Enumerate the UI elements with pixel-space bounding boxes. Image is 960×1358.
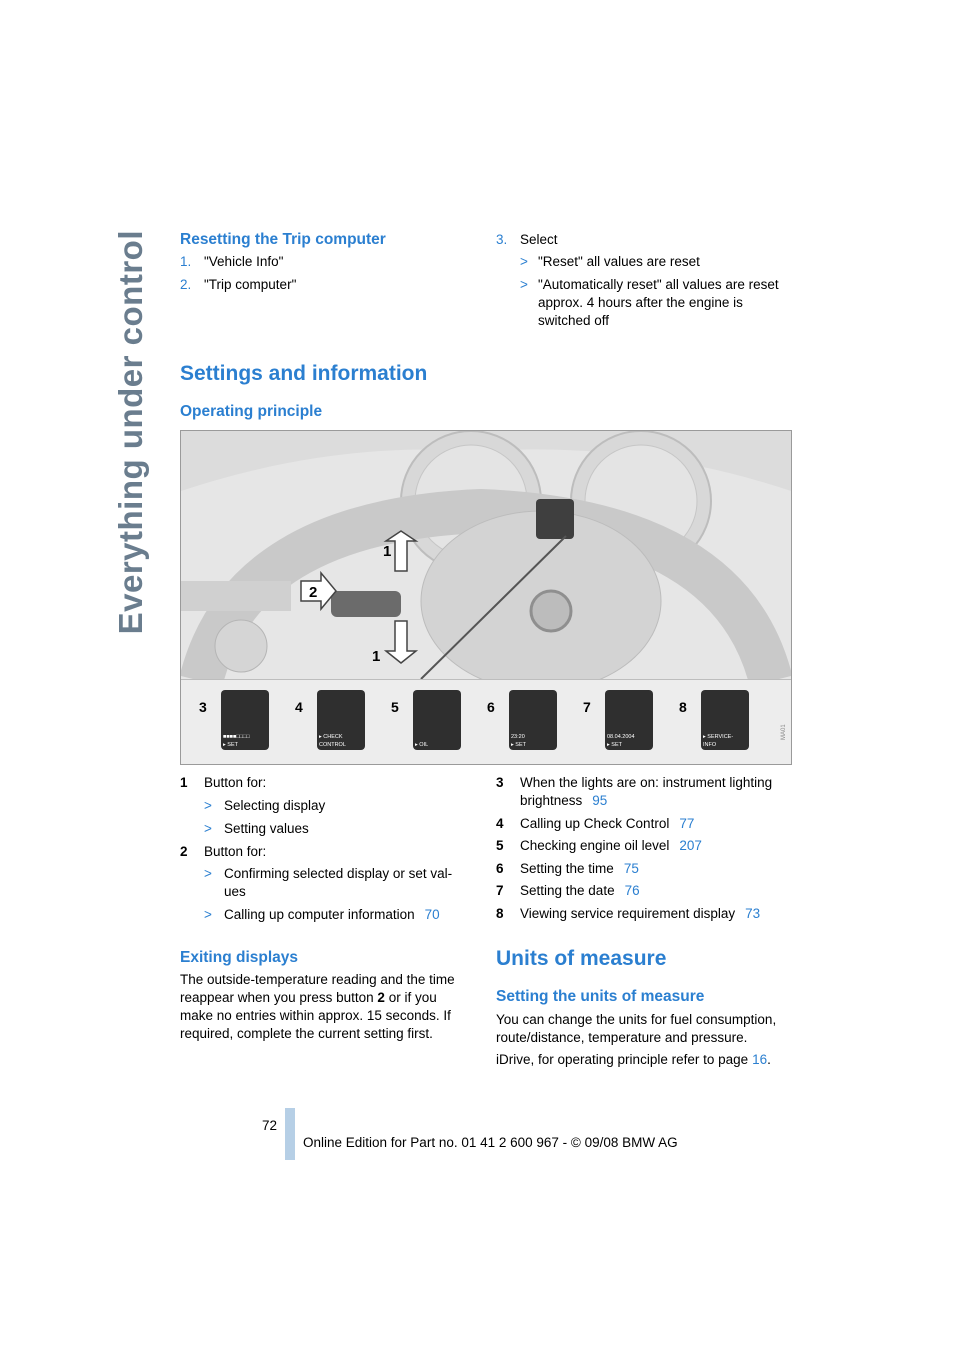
display-strip	[181, 679, 791, 765]
legend-item-6	[496, 860, 639, 878]
exiting-line-2	[180, 989, 437, 1007]
step-text: Select	[520, 232, 558, 247]
step-text: "Trip computer"	[204, 277, 297, 292]
legend-2-bullet-1-line2: ues	[224, 884, 246, 899]
legend-item-4	[496, 815, 695, 833]
step-number: 3.	[496, 232, 508, 247]
display-panel-7	[605, 690, 653, 750]
button-ref: 2	[377, 990, 385, 1005]
display-panel-6	[509, 690, 557, 750]
legend-text: When the lights are on: instrument lighting	[520, 775, 773, 790]
legend-2-bullet-1	[204, 865, 453, 883]
display-panel-4	[317, 690, 365, 750]
page-ref-link[interactable]: 16	[752, 1052, 768, 1067]
legend-item-3	[496, 774, 773, 792]
legend-item-2	[180, 843, 267, 861]
display-7-top: 08.04.2004	[607, 734, 635, 740]
reset-bullet-2	[520, 276, 779, 294]
display-3-bottom: ▸ SET	[223, 742, 238, 748]
page-ref-link[interactable]: 76	[624, 883, 640, 898]
bullet-text: Calling up computer information	[224, 907, 415, 922]
page-ref-link[interactable]: 95	[592, 793, 608, 808]
display-panel-3	[221, 690, 269, 750]
legend-number: 7	[496, 883, 504, 898]
legend-item-3-line2	[520, 792, 607, 810]
callout-2: 2	[309, 584, 318, 601]
reset-step-1	[180, 253, 284, 271]
display-panel-8	[701, 690, 749, 750]
page-ref-link[interactable]: 75	[623, 861, 639, 876]
steering-wheel-figure	[180, 430, 792, 765]
legend-text: Setting the time	[520, 861, 614, 876]
bullet-text: Setting values	[224, 821, 309, 836]
step-number: 1.	[180, 254, 192, 269]
callout-3: 3	[199, 699, 207, 715]
legend-1-bullet-2	[204, 820, 309, 838]
callout-4: 4	[295, 699, 303, 715]
legend-number: 8	[496, 906, 504, 921]
reset-bullet-2-line2: approx. 4 hours after the engine is	[538, 295, 743, 310]
operating-principle-heading: Operating principle	[180, 403, 323, 420]
footer-accent-bar	[285, 1108, 295, 1160]
idrive-line	[496, 1051, 771, 1069]
legend-number: 2	[180, 844, 188, 859]
legend-1-bullet-1	[204, 797, 326, 815]
callout-8: 8	[679, 699, 687, 715]
page-ref-link[interactable]: 77	[679, 816, 695, 831]
reset-step-2	[180, 276, 297, 294]
page-ref-link[interactable]: 70	[424, 907, 440, 922]
units-line-2: route/distance, temperature and pressure.	[496, 1030, 748, 1045]
display-8-bottom: INFO	[703, 742, 717, 748]
bullet-marker: >	[204, 866, 212, 881]
chapter-side-title	[112, 230, 160, 850]
footer-edition-text: Online Edition for Part no. 01 41 2 600 967 - © 09/08 BMW AG	[303, 1135, 678, 1150]
display-screens	[181, 680, 791, 765]
units-line-1: You can change the units for fuel consumption,	[496, 1012, 777, 1027]
chapter-side-title-text: Everything under control	[112, 230, 149, 635]
page-ref-link[interactable]: 207	[679, 838, 702, 853]
bullet-marker: >	[204, 821, 212, 836]
units-heading: Units of measure	[496, 947, 667, 970]
legend-number: 1	[180, 775, 188, 790]
legend-2-bullet-2	[204, 906, 440, 924]
reset-bullet-1	[520, 253, 700, 271]
legend-text: Viewing service requirement display	[520, 906, 736, 921]
bullet-marker: >	[204, 907, 212, 922]
bullet-marker: >	[520, 254, 528, 269]
legend-item-7	[496, 882, 640, 900]
callout-7: 7	[583, 699, 591, 715]
legend-text: Button for:	[204, 775, 267, 790]
step-number: 2.	[180, 277, 192, 292]
legend-text: Setting the date	[520, 883, 615, 898]
page-number: 72	[262, 1118, 278, 1133]
legend-number: 3	[496, 775, 504, 790]
reset-step-3	[496, 231, 558, 249]
exiting-line-4: required, complete the current setting first.	[180, 1026, 433, 1041]
legend-item-8	[496, 905, 761, 923]
exiting-line-1: The outside-temperature reading and the time	[180, 972, 455, 987]
display-5-bottom: ▸ OIL	[415, 742, 429, 748]
step-text: "Vehicle Info"	[204, 254, 284, 269]
bullet-marker: >	[520, 277, 528, 292]
legend-text: brightness	[520, 793, 583, 808]
legend-text: Button for:	[204, 844, 267, 859]
legend-text: Checking engine oil level	[520, 838, 670, 853]
legend-item-5	[496, 837, 702, 855]
display-8-top: ▸ SERVICE-	[703, 734, 734, 740]
bullet-text: Confirming selected display or set val-	[224, 866, 453, 881]
idrive-text: iDrive, for operating principle refer to page	[496, 1052, 749, 1067]
resetting-heading: Resetting the Trip computer	[180, 231, 386, 248]
exiting-text: or if you	[388, 990, 437, 1005]
settings-heading: Settings and information	[180, 362, 428, 385]
exiting-line-3: make no entries within approx. 15 seconds. If	[180, 1008, 451, 1023]
bullet-marker: >	[204, 798, 212, 813]
bullet-text: "Automatically reset" all values are reset	[538, 277, 779, 292]
display-4-bottom: CONTROL	[319, 742, 346, 748]
idrive-end: .	[767, 1052, 771, 1067]
bullet-text: "Reset" all values are reset	[538, 254, 700, 269]
steering-wheel-illustration	[181, 431, 791, 679]
legend-item-1	[180, 774, 267, 792]
display-6-top: 23:20	[511, 734, 525, 740]
display-panel-5	[413, 690, 461, 750]
exiting-text: reappear when you press button	[180, 990, 374, 1005]
legend-number: 4	[496, 816, 504, 831]
legend-number: 5	[496, 838, 504, 853]
display-4-top: ▸ CHECK	[319, 734, 343, 740]
legend-number: 6	[496, 861, 504, 876]
bullet-text: Selecting display	[224, 798, 326, 813]
page-ref-link[interactable]: 73	[745, 906, 761, 921]
legend-text: Calling up Check Control	[520, 816, 670, 831]
callout-6: 6	[487, 699, 495, 715]
callout-1-bottom: 1	[372, 648, 381, 665]
display-6-bottom: ▸ SET	[511, 742, 526, 748]
display-3-top: ■■■■□□□□	[223, 734, 250, 740]
callout-1-top: 1	[383, 543, 392, 560]
exiting-heading: Exiting displays	[180, 949, 299, 966]
reset-bullet-2-line3: switched off	[538, 313, 610, 328]
display-7-bottom: ▸ SET	[607, 742, 622, 748]
figure-watermark: MA01	[781, 724, 787, 740]
callout-5: 5	[391, 699, 399, 715]
units-subheading: Setting the units of measure	[496, 988, 705, 1005]
